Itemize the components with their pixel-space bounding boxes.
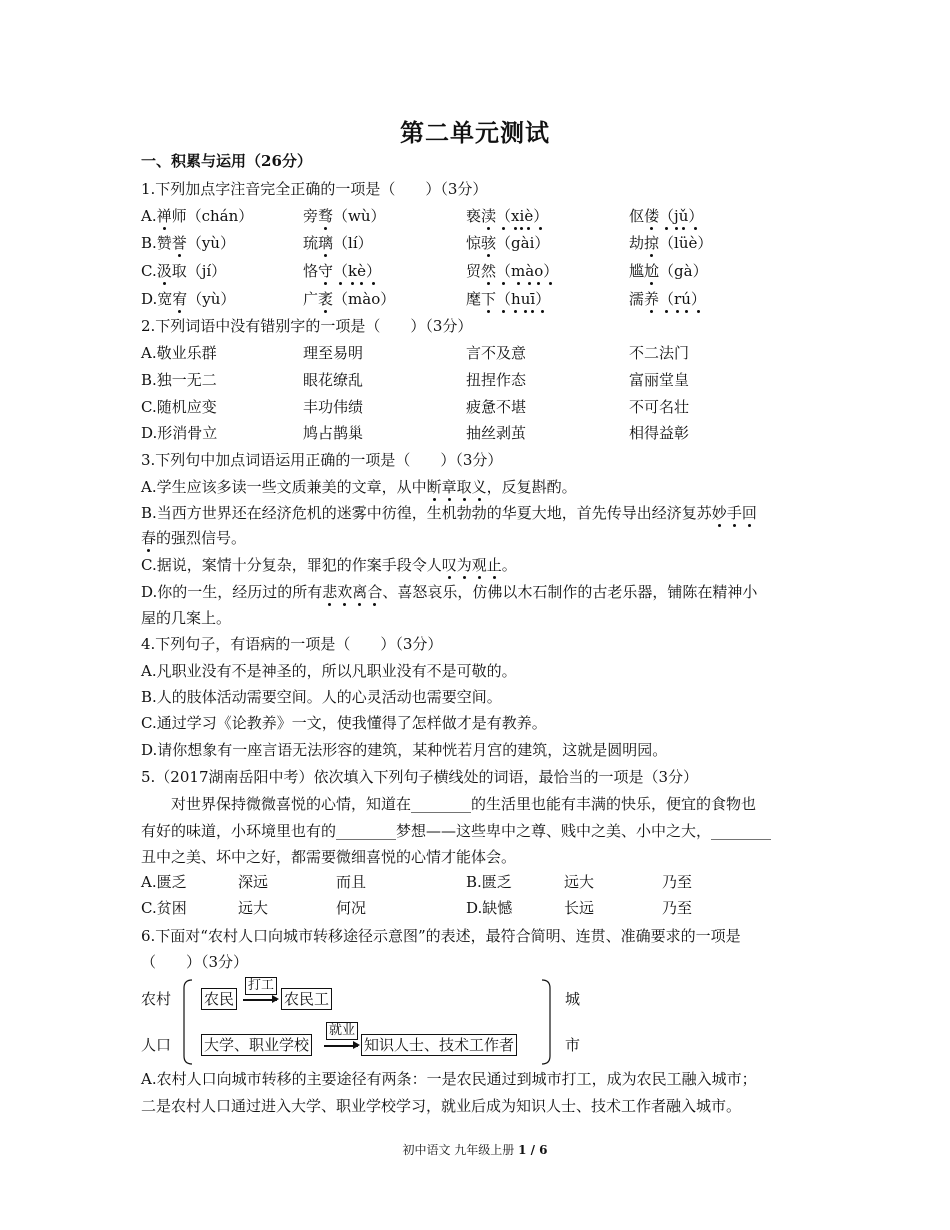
q3-option-b-cont: 春的强烈信号。 — [141, 529, 247, 547]
emphasis-char: 手 — [726, 504, 742, 522]
emphasis-char: 为 — [456, 556, 472, 574]
q2-option-item: 眼花缭乱 — [303, 371, 364, 389]
diagram-box-professionals: 知识人士、技术工作者 — [361, 1034, 517, 1056]
emphasis-char: 下 — [481, 290, 497, 308]
emphasis-char: 骛 — [318, 207, 334, 225]
q5-option-item: A.匮乏 — [141, 873, 187, 891]
q4-stem: 4.下列句子，有语病的一项是（ ）（3分） — [141, 635, 443, 653]
emphasis-char: 断 — [426, 478, 442, 496]
emphasis-char: （ — [659, 290, 675, 308]
q5-option-item: 何况 — [336, 899, 367, 917]
q2-option-item: 相得益彰 — [629, 424, 690, 442]
emphasis-char: 汲 — [156, 262, 172, 280]
emphasis-char: 止 — [486, 556, 502, 574]
emphasis-char: r — [674, 290, 682, 308]
q2-option-item: 富丽堂皇 — [629, 371, 690, 389]
page-footer: 初中语文 九年级上册 1 / 6 — [402, 1143, 548, 1157]
emphasis-char: à — [525, 262, 535, 280]
emphasis-char: u — [520, 290, 531, 308]
emphasis-char: j — [674, 207, 679, 225]
emphasis-char: 离 — [352, 583, 368, 601]
q1-option-item: 恪守（kè） — [303, 262, 382, 280]
q5-option-item: 长远 — [564, 899, 595, 917]
emphasis-char: 章 — [441, 478, 457, 496]
q3-option-d: D.你的一生，经历过的所有悲欢离合、喜怒哀乐，仿佛以木石制作的古老乐器，铺陈在精神小 — [141, 583, 758, 601]
q3-option-c: C.据说，案情十分复杂，罪犯的作案手段令人叹为观止。 — [141, 556, 517, 574]
q1-option-item: 劫掠（lüè） — [629, 234, 713, 252]
emphasis-char: ǔ — [678, 207, 689, 225]
q1-stem: 1.下列加点字注音完全正确的一项是（ ）（3分） — [141, 180, 488, 198]
emphasis-char: 春 — [141, 529, 157, 547]
q1-option-item: 尴尬（gà） — [629, 262, 708, 280]
q2-option-item: 不可名壮 — [629, 398, 690, 416]
q5-option-item: 深远 — [238, 873, 269, 891]
emphasis-char: ） — [533, 207, 549, 225]
q5-passage-line2: 有好的味道，小环境里也有的________梦想——这些卑中之尊、贱中之美、小中之大，________ — [141, 822, 772, 840]
emphasis-char: ī — [530, 290, 536, 308]
q2-option-item: B.独一无二 — [141, 371, 217, 389]
diagram-right-bottom: 市 — [565, 1036, 581, 1054]
emphasis-char: h — [511, 290, 521, 308]
emphasis-char: 袤 — [318, 290, 334, 308]
emphasis-char: i — [519, 207, 525, 225]
q1-option-item: D.宽宥（yù） — [141, 290, 236, 308]
q2-option-item: 疲惫不堪 — [466, 398, 527, 416]
diagram-left-top: 农村 — [141, 990, 172, 1008]
q1-option-item: C.汲取（jí） — [141, 262, 227, 280]
q1-option-item: 伛偻（jǔ） — [629, 207, 704, 225]
q3-stem: 3.下列句中加点词语运用正确的一项是（ ）（3分） — [141, 451, 503, 469]
q5-option-item: 乃至 — [662, 899, 693, 917]
emphasis-char: 掠 — [644, 234, 660, 252]
q1-option-item: 琉璃（lí） — [303, 234, 373, 252]
q2-option-item: A.敬业乐群 — [141, 344, 217, 362]
q4-option-d: D.请你想象有一座言语无法形容的建筑，某种恍若月宫的建筑，这就是圆明园。 — [141, 741, 668, 759]
q2-option-item: 鸠占鹊巢 — [303, 424, 364, 442]
q1-option-item: 亵渎（xiè） — [466, 207, 549, 225]
q5-passage-line1: 对世界保持微微喜悦的心情，知道在________的生活里也能有丰满的快乐，便宜的食物也 — [171, 795, 757, 813]
q2-option-item: 丰功伟绩 — [303, 398, 364, 416]
emphasis-char: 义 — [471, 478, 487, 496]
emphasis-char: k — [348, 262, 358, 280]
q6-option-a: A.农村人口向城市转移的主要途径有两条：一是农民通过到城市打工，成为农民工融入城市； — [141, 1070, 757, 1088]
emphasis-char: 取 — [456, 478, 472, 496]
q4-option-b: B.人的肢体活动需要空间。人的心灵活动也需要空间。 — [141, 688, 502, 706]
emphasis-char: ） — [366, 262, 382, 280]
emphasis-char: ） — [535, 290, 551, 308]
page-number: 1 / 6 — [518, 1143, 548, 1157]
q5-option-item: C.贫困 — [141, 899, 187, 917]
emphasis-char: 观 — [471, 556, 487, 574]
emphasis-char: ） — [690, 290, 706, 308]
q3-option-a: A.学生应该多读一些文质兼美的文章，从中断章取义，反复斟酌。 — [141, 478, 577, 496]
q1-option-item: 惊骇（gài） — [466, 234, 550, 252]
q2-option-item: 抽丝剥茧 — [466, 424, 527, 442]
q5-stem: 5.（2017湖南岳阳中考）依次填入下列句子横线处的词语，最恰当的一项是（3分） — [141, 768, 699, 786]
emphasis-char: （ — [333, 262, 349, 280]
emphasis-char: 守 — [318, 262, 334, 280]
emphasis-char: （ — [496, 207, 512, 225]
emphasis-char: ） — [543, 262, 559, 280]
q5-option-item: D.缺憾 — [466, 899, 513, 917]
q2-option-item: 言不及意 — [466, 344, 527, 362]
emphasis-char: 渎 — [481, 207, 497, 225]
page-title: 第二单元测试 — [400, 118, 550, 147]
emphasis-char: è — [524, 207, 534, 225]
emphasis-char: 誉 — [171, 234, 187, 252]
q1-option-item: 麾下（huī） — [466, 290, 551, 308]
emphasis-char: 悲 — [322, 583, 338, 601]
diagram-label-work: 打工 — [245, 977, 277, 995]
q3-option-b: B.当西方世界还在经济危机的迷雾中彷徨，生机勃勃的华夏大地，首先传导出经济复苏妙手回 — [141, 504, 757, 522]
q5-option-item: 远大 — [238, 899, 269, 917]
emphasis-char: 欢 — [337, 583, 353, 601]
emphasis-char: 回 — [741, 504, 757, 522]
emphasis-char: 尬 — [644, 262, 660, 280]
q2-option-item: 扭捏作态 — [466, 371, 527, 389]
q1-option-item: 贸然（mào） — [466, 262, 559, 280]
q5-passage-line3: 丑中之美、坏中之好，都需要微细喜悦的心情才能体会。 — [141, 848, 517, 866]
diagram-box-university: 大学、职业学校 — [201, 1034, 312, 1056]
diagram-right-top: 城 — [565, 990, 581, 1008]
emphasis-char: x — [511, 207, 520, 225]
emphasis-char: 然 — [481, 262, 497, 280]
diagram-box-farmer: 农民 — [201, 988, 237, 1010]
q5-option-item: 而且 — [336, 873, 367, 891]
emphasis-char: （ — [659, 207, 675, 225]
emphasis-char: 合 — [367, 583, 383, 601]
emphasis-char: 妙 — [711, 504, 727, 522]
q4-option-c: C.通过学习《论教养》一文，使我懂得了怎样做才是有教养。 — [141, 714, 547, 732]
q5-option-item: 乃至 — [662, 873, 693, 891]
emphasis-char: è — [357, 262, 367, 280]
q2-option-item: 理至易明 — [303, 344, 364, 362]
emphasis-char: 叹 — [441, 556, 457, 574]
emphasis-char: （ — [496, 262, 512, 280]
q4-option-a: A.凡职业没有不是神圣的，所以凡职业没有不是可敬的。 — [141, 662, 517, 680]
emphasis-char: 璃 — [318, 234, 334, 252]
q3-option-d-cont: 屋的几案上。 — [141, 609, 232, 627]
emphasis-char: 偻 — [644, 207, 660, 225]
emphasis-char: 养 — [644, 290, 660, 308]
section-heading: 一、积累与运用（26分） — [141, 152, 312, 170]
q2-option-item: D.形消骨立 — [141, 424, 218, 442]
q1-option-item: B.赞誉（yù） — [141, 234, 235, 252]
q6-option-a-cont: 二是农村人口通过进入大学、职业学校学习，就业后成为知识人士、技术工作者融入城市。 — [141, 1097, 742, 1115]
q6-stem: 6.下面对“农村人口向城市转移途径示意图”的表述，最符合简明、连贯、准确要求的一项是 — [141, 927, 741, 945]
q1-option-item: 广袤（mào） — [303, 290, 396, 308]
diagram-arrow-1 — [243, 999, 277, 1001]
diagram-box-migrant-worker: 农民工 — [281, 988, 332, 1010]
emphasis-char: ú — [681, 290, 691, 308]
diagram-arrow-2 — [324, 1045, 358, 1047]
emphasis-char: 禅 — [156, 207, 172, 225]
q2-stem: 2.下列词语中没有错别字的一项是（ ）（3分） — [141, 317, 473, 335]
emphasis-char: 骇 — [481, 234, 497, 252]
q1-option-item: A.禅师（chán） — [141, 207, 254, 225]
emphasis-char: o — [534, 262, 544, 280]
emphasis-char: ） — [688, 207, 704, 225]
q2-option-item: C.随机应变 — [141, 398, 217, 416]
emphasis-char: 宥 — [172, 290, 188, 308]
diagram-left-bottom: 人口 — [141, 1036, 172, 1054]
q2-option-item: 不二法门 — [629, 344, 690, 362]
q5-option-item: 远大 — [564, 873, 595, 891]
diagram-label-employment: 就业 — [326, 1022, 358, 1040]
emphasis-char: m — [511, 262, 526, 280]
q5-option-item: B.匮乏 — [466, 873, 512, 891]
q6-stem-cont: （ ）（3分） — [141, 953, 249, 971]
q1-option-item: 濡养（rú） — [629, 290, 706, 308]
q1-option-item: 旁骛（wù） — [303, 207, 386, 225]
emphasis-char: （ — [496, 290, 512, 308]
